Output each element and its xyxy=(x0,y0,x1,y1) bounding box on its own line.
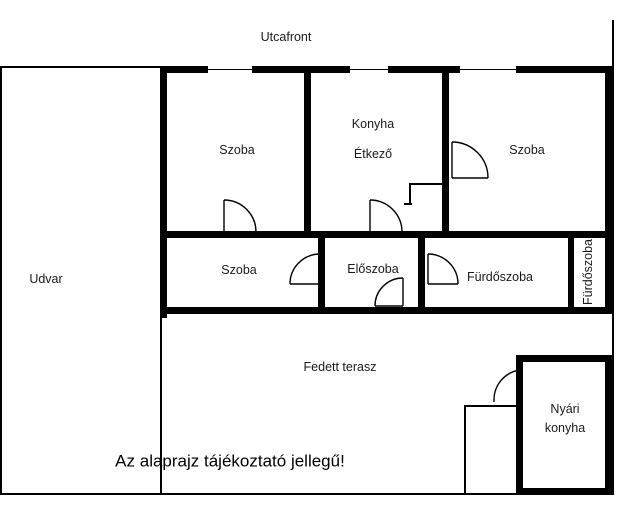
plot-line-top-left xyxy=(0,66,160,68)
exterior-wall-top-seg1 xyxy=(160,66,208,73)
label-kitchen: Konyha xyxy=(351,117,395,132)
interior-wall-kitchen-room2-lower xyxy=(442,184,449,238)
label-dining: Étkező xyxy=(353,147,393,162)
label-room-3: Szoba xyxy=(221,263,257,278)
label-bathroom-small: Fürdőszoba xyxy=(581,238,596,306)
door-summer-kitchen xyxy=(492,368,524,406)
label-yard: Udvar xyxy=(29,272,63,287)
summer-kitchen-wall-bottom xyxy=(516,488,612,495)
summer-kitchen-wall-right xyxy=(605,355,612,495)
door-room3 xyxy=(288,252,322,286)
disclaimer-text: Az alaprajz tájékoztató jellegű! xyxy=(115,451,345,471)
label-summer-kitchen-line2: konyha xyxy=(544,421,586,436)
label-hall: Előszoba xyxy=(347,262,399,277)
wall-bath-small-left xyxy=(568,232,574,314)
terrace-wall-bottom xyxy=(160,493,466,495)
wall-stub-dining-c xyxy=(404,203,412,205)
label-bathroom: Fürdőszoba xyxy=(466,270,534,285)
door-bathroom xyxy=(426,252,460,286)
wall-stub-dining-a xyxy=(409,183,443,185)
summer-kitchen-wall-top xyxy=(516,355,612,362)
interior-wall-lowrow-bottom xyxy=(160,307,612,314)
label-summer-kitchen-line1: Nyári xyxy=(550,402,580,417)
plot-edge-right xyxy=(612,20,614,495)
interior-wall-hall-bath xyxy=(418,231,425,314)
plot-edge-left-vertical xyxy=(0,66,2,495)
door-room2 xyxy=(450,140,490,184)
exterior-wall-right-bath xyxy=(605,232,612,314)
exterior-wall-left xyxy=(160,66,167,318)
label-covered-terrace: Fedett terasz xyxy=(303,360,377,375)
door-dining xyxy=(368,198,404,234)
window-top-1 xyxy=(208,69,252,70)
door-hall-bottom xyxy=(373,276,405,308)
interior-wall-kitchen-room2 xyxy=(442,66,449,184)
window-top-3 xyxy=(460,69,516,70)
exterior-wall-right-upper xyxy=(605,66,612,238)
door-room1 xyxy=(222,198,258,234)
exterior-wall-top-seg4 xyxy=(516,66,612,73)
label-room-2: Szoba xyxy=(509,143,545,158)
exterior-wall-top-seg3 xyxy=(388,66,460,73)
exterior-wall-top-seg2 xyxy=(252,66,350,73)
interior-wall-room1-kitchen xyxy=(304,66,311,238)
wall-stub-dining-b xyxy=(409,183,411,205)
terrace-wall-right xyxy=(464,405,466,495)
label-street-front: Utcafront xyxy=(260,30,312,45)
window-top-2 xyxy=(350,69,388,70)
label-room-1: Szoba xyxy=(219,143,255,158)
